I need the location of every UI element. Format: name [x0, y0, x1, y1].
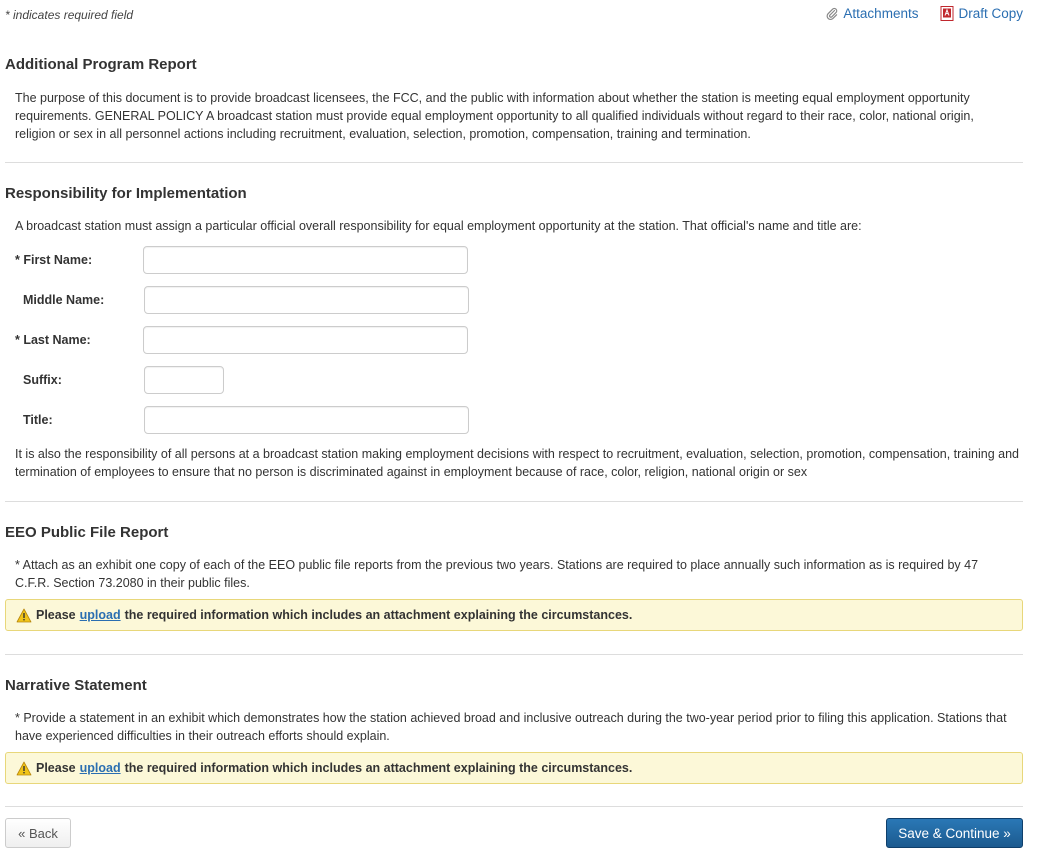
paperclip-icon [825, 7, 839, 21]
section-title-narrative-statement: Narrative Statement [5, 677, 147, 694]
upload-link[interactable]: upload [79, 608, 121, 622]
draft-copy-label: Draft Copy [958, 6, 1023, 21]
warning-icon [16, 761, 32, 776]
suffix-label: Suffix: [23, 373, 62, 387]
pdf-icon [940, 6, 954, 21]
section-divider [5, 806, 1023, 807]
required-field-note: * indicates required field [5, 8, 134, 22]
upload-link[interactable]: upload [79, 761, 121, 775]
middle-name-input[interactable] [144, 286, 469, 314]
draft-copy-link[interactable] [940, 6, 1023, 21]
middle-name-label: Middle Name: [23, 293, 105, 307]
top-bar [5, 0, 1023, 32]
suffix-row [15, 365, 224, 395]
first-name-input[interactable] [143, 246, 468, 274]
program-report-description: The purpose of this document is to provide broadcast licensees, the FCC, and the public with information about whether the station is meeting equal employment opportunity requirements. GENERAL POLICY A broadcast station must provide equal employment opportunity to all qualified individuals without regard to their race, color, national origin, religion or sex in all personnel actions including recruitment, evaluation, selection, promotion, compensation, training and termination. [15, 91, 974, 141]
section-divider [5, 162, 1023, 163]
section-title-eeo-public-file-report: EEO Public File Report [5, 524, 169, 541]
responsibility-note: It is also the responsibility of all persons at a broadcast station making employment decisions with respect to recruitment, evaluation, selection, promotion, compensation, training and termination of employees to ensure that no person is discriminated against in employment because of race, color, religion, national origin or sex [15, 447, 1019, 479]
narrative-description: * Provide a statement in an exhibit which demonstrates how the station achieved broad and inclusive outreach during the two-year period prior to filing this application. Stations that have experienced difficulties in their outreach efforts should explain. [15, 711, 1007, 743]
section-title-responsibility: Responsibility for Implementation [5, 185, 247, 202]
eeo-report-description: * Attach as an exhibit one copy of each of the EEO public file reports from the previous two years. Stations are required to place annually such information as is required by 47 C.F.R. Section 73.2080 in their public files. [15, 558, 979, 590]
suffix-input[interactable] [144, 366, 224, 394]
responsibility-description: A broadcast station must assign a particular official overall responsibility for equal employment opportunity at the station. That official's name and title are: [15, 219, 862, 233]
alert-prefix: Please [36, 608, 76, 622]
last-name-label: * Last Name: [15, 333, 91, 347]
first-name-row [15, 245, 468, 275]
section-divider [5, 501, 1023, 502]
section-divider [5, 654, 1023, 655]
middle-name-row [15, 285, 469, 315]
first-name-label: * First Name: [15, 253, 93, 267]
title-input[interactable] [144, 406, 469, 434]
upload-alert-eeo [5, 599, 1023, 631]
title-row [15, 405, 469, 435]
last-name-row [15, 325, 468, 355]
attachments-label: Attachments [843, 6, 919, 21]
section-title-additional-program-report: Additional Program Report [5, 56, 197, 73]
attachments-link[interactable] [825, 6, 918, 21]
alert-prefix: Please [36, 761, 76, 775]
save-continue-button[interactable]: Save & Continue » [886, 818, 1023, 848]
alert-suffix: the required information which includes an attachment explaining the circumstances. [124, 608, 633, 622]
warning-icon [16, 608, 32, 623]
form-page [5, 0, 1023, 841]
upload-alert-narrative [5, 752, 1023, 784]
top-links [825, 6, 1023, 21]
title-label: Title: [23, 413, 53, 427]
last-name-input[interactable] [143, 326, 468, 354]
alert-suffix: the required information which includes an attachment explaining the circumstances. [124, 761, 633, 775]
back-button[interactable]: « Back [5, 818, 71, 848]
